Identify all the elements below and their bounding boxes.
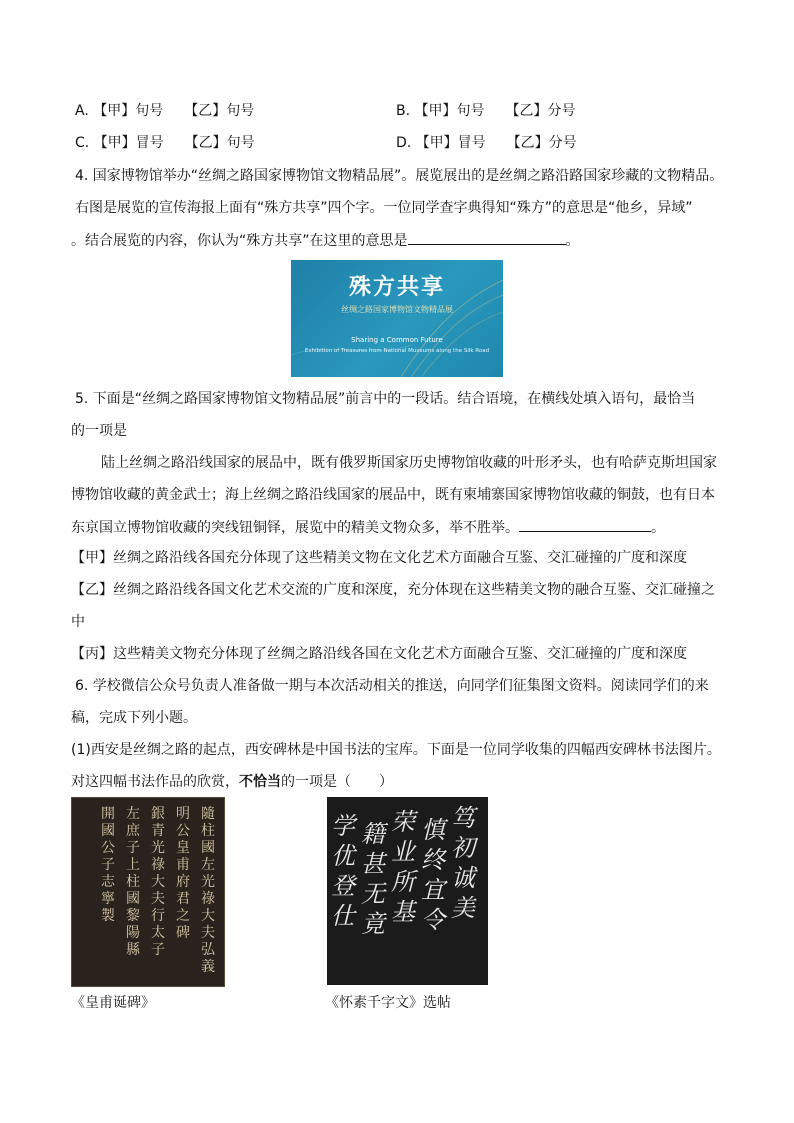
q3-option-a: A. 【甲】句号 【乙】句号 — [75, 103, 255, 119]
huaisu-thousand-character-image — [327, 797, 488, 985]
poster-title: 殊方共享 — [348, 274, 445, 300]
q5-line-1: 5. 下面是“丝绸之路国家博物馆文物精品展”前言中的一段话。结合语境，在横线处填入语句，最恰当 — [75, 391, 696, 407]
stele-column-5: 開國公子志寧製 — [101, 806, 115, 924]
cursive-column-5: 学优登仕 — [331, 812, 355, 930]
stele-column-3: 銀青光祿大夫行太子 — [151, 806, 165, 958]
q5-paragraph-1: 陆上丝绸之路沿线国家的展品中，既有俄罗斯国家历史博物馆收藏的叶形矛头，也有哈萨克斯坦国家 — [101, 455, 717, 471]
cursive-column-2: 慎终宜令 — [421, 816, 445, 934]
q6-sub1-emphasis: 不恰当 — [239, 774, 281, 790]
poster-subtitle: 丝绸之路国家博物馆文物精品展 — [341, 305, 453, 314]
q5-option-yi-line-2: 中 — [71, 614, 85, 630]
q6-sub1-text-end: 的一项是（ ） — [281, 774, 393, 790]
q5-option-jia: 【甲】丝绸之路沿线各国充分体现了这些精美文物在文化艺术方面融合互鉴、交汇碰撞的广度和深度 — [71, 550, 687, 566]
stele-column-4: 左庶子上柱國黎陽縣 — [126, 806, 140, 958]
q3-option-c: C. 【甲】冒号 【乙】句号 — [75, 135, 255, 151]
huangfu-dan-stele-image — [71, 797, 225, 987]
q5-answer-blank[interactable] — [519, 517, 651, 532]
poster-english-title: Sharing a Common Future — [351, 336, 443, 344]
q5-paragraph-3-text: 东京国立博物馆收藏的突线钮铜铎，展览中的精美文物众多，举不胜举。 — [71, 520, 519, 536]
q6-sub1-text: 对这四幅书法作品的欣赏， — [71, 774, 239, 790]
q6-line-2: 稿，完成下列小题。 — [71, 710, 197, 726]
q4-line-3-text: 。结合展览的内容，你认为“殊方共享”在这里的意思是 — [71, 233, 408, 249]
stele-column-2: 明公皇甫府君之碑 — [176, 806, 190, 941]
q3-option-d: D. 【甲】冒号 【乙】分号 — [396, 135, 577, 151]
calligraphy-caption-1: 《皇甫诞碑》 — [71, 995, 155, 1011]
q4-answer-blank[interactable] — [408, 230, 566, 245]
q6-line-1: 6. 学校微信公众号负责人准备做一期与本次活动相关的推送，向同学们征集图文资料。阅读同学们的来 — [75, 678, 709, 694]
q5-option-bing: 【丙】这些精美文物充分体现了丝绸之路沿线各国在文化艺术方面融合互鉴、交汇碰撞的广度和深度 — [71, 646, 687, 662]
q4-line-3 — [71, 230, 580, 251]
q4-line-2: 右图是展览的宣传海报上面有“殊方共享”四个字。一位同学查字典得知“殊方”的意思是“他乡，异域” — [75, 200, 693, 216]
exhibition-poster — [291, 260, 503, 377]
q5-paragraph-2: 博物馆收藏的黄金武士；海上丝绸之路沿线国家的展品中，既有柬埔寨国家博物馆收藏的铜鼓，也有日本 — [71, 487, 715, 503]
poster-english-subtitle: Exhibition of Treasures from National Museums along the Silk Road — [304, 348, 490, 354]
q5-paragraph-3-end: 。 — [651, 520, 665, 536]
q5-paragraph-3 — [71, 517, 665, 538]
q5-line-2: 的一项是 — [71, 423, 127, 439]
cursive-column-4: 籍甚无竟 — [361, 820, 385, 938]
calligraphy-caption-2: 《怀素千字文》选帖 — [325, 995, 451, 1011]
q6-sub1-line-2 — [71, 772, 393, 792]
cursive-column-1: 笃初诚美 — [451, 804, 475, 922]
stele-column-1: 隨柱國左光祿大夫弘義 — [201, 806, 215, 975]
q4-line-3-end: 。 — [565, 233, 580, 249]
q6-sub1-line-1: (1)西安是丝绸之路的起点，西安碑林是中国书法的宝库。下面是一位同学收集的四幅西安碑林书法图片。 — [71, 742, 721, 758]
cursive-column-3: 荣业所基 — [391, 808, 415, 926]
q4-line-1: 4. 国家博物馆举办“丝绸之路国家博物馆文物精品展”。展览展出的是丝绸之路沿路国家珍藏的文物精品。 — [75, 168, 724, 184]
q3-option-b: B. 【甲】句号 【乙】分号 — [396, 103, 576, 119]
q5-option-yi-line-1: 【乙】丝绸之路沿线各国文化艺术交流的广度和深度，充分体现在这些精美文物的融合互鉴、交汇碰撞之 — [71, 582, 715, 598]
